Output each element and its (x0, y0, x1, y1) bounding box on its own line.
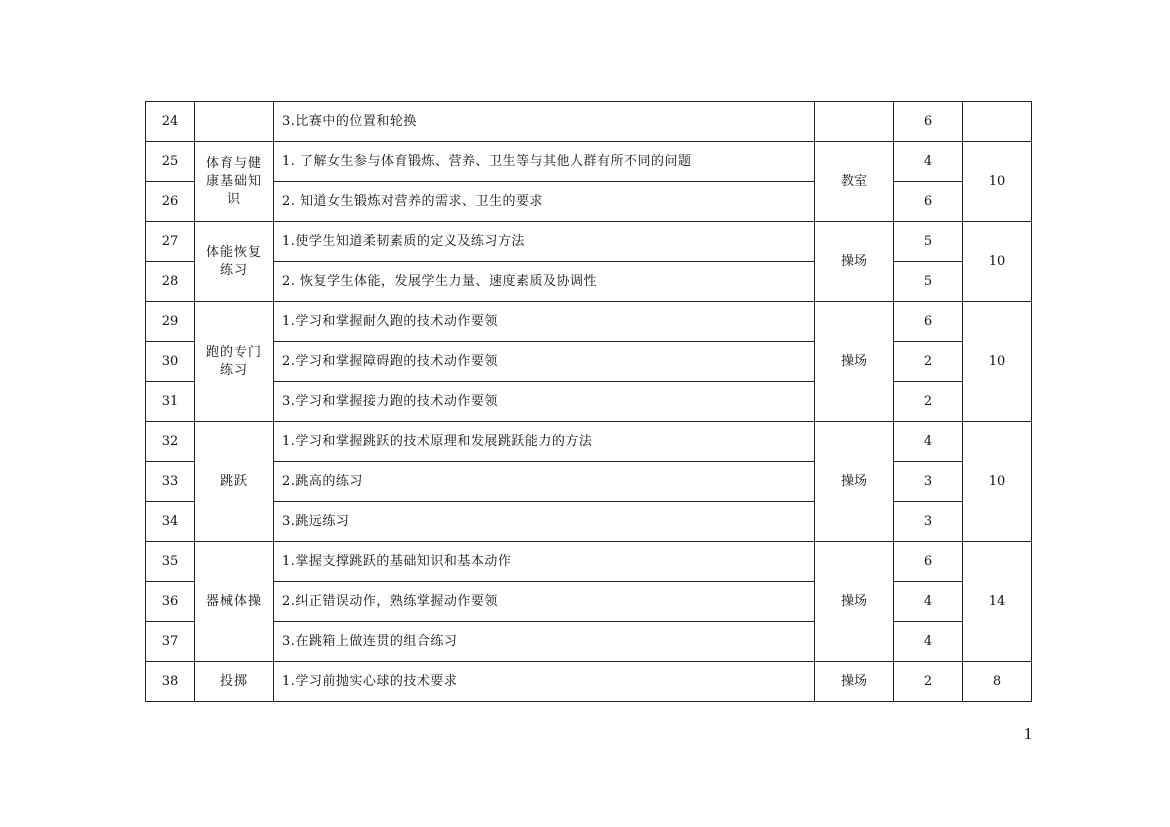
lesson-hours: 6 (894, 302, 963, 342)
lesson-hours: 4 (894, 142, 963, 182)
lesson-hours: 2 (894, 662, 963, 702)
unit-total-hours (963, 102, 1032, 142)
lesson-place: 教室 (815, 142, 894, 222)
table-row (146, 142, 1032, 182)
lesson-content: 3.比赛中的位置和轮换 (274, 102, 815, 142)
lesson-hours: 5 (894, 262, 963, 302)
lesson-place: 操场 (815, 542, 894, 662)
lesson-hours: 6 (894, 182, 963, 222)
lesson-place: 操场 (815, 302, 894, 422)
lesson-place: 操场 (815, 222, 894, 302)
lesson-content: 1.学习和掌握跳跃的技术原理和发展跳跃能力的方法 (274, 422, 815, 462)
unit-name: 器械体操 (195, 542, 274, 662)
lesson-number: 28 (146, 262, 195, 302)
lesson-content: 3.在跳箱上做连贯的组合练习 (274, 622, 815, 662)
unit-name: 投掷 (195, 662, 274, 702)
unit-name: 体育与健康基础知识 (195, 142, 274, 222)
lesson-place: 操场 (815, 662, 894, 702)
lesson-number: 30 (146, 342, 195, 382)
lesson-place (815, 102, 894, 142)
course-schedule-table (145, 101, 1032, 702)
lesson-content: 1.掌握支撑跳跃的基础知识和基本动作 (274, 542, 815, 582)
lesson-number: 25 (146, 142, 195, 182)
unit-total-hours: 14 (963, 542, 1032, 662)
lesson-number: 26 (146, 182, 195, 222)
unit-total-hours: 10 (963, 142, 1032, 222)
lesson-number: 35 (146, 542, 195, 582)
lesson-number: 36 (146, 582, 195, 622)
lesson-content: 1.学习前抛实心球的技术要求 (274, 662, 815, 702)
lesson-content: 2. 恢复学生体能，发展学生力量、速度素质及协调性 (274, 262, 815, 302)
lesson-number: 27 (146, 222, 195, 262)
lesson-number: 37 (146, 622, 195, 662)
lesson-content: 2. 知道女生锻炼对营养的需求、卫生的要求 (274, 182, 815, 222)
lesson-number: 31 (146, 382, 195, 422)
lesson-number: 32 (146, 422, 195, 462)
unit-name: 跑的专门练习 (195, 302, 274, 422)
lesson-content: 1. 了解女生参与体育锻炼、营养、卫生等与其他人群有所不同的问题 (274, 142, 815, 182)
lesson-content: 2.纠正错误动作，熟练掌握动作要领 (274, 582, 815, 622)
table-row (146, 582, 1032, 622)
lesson-number: 33 (146, 462, 195, 502)
lesson-hours: 2 (894, 382, 963, 422)
unit-total-hours: 10 (963, 222, 1032, 302)
lesson-hours: 4 (894, 422, 963, 462)
unit-total-hours: 8 (963, 662, 1032, 702)
lesson-hours: 4 (894, 582, 963, 622)
lesson-number: 34 (146, 502, 195, 542)
lesson-content: 1.使学生知道柔韧素质的定义及练习方法 (274, 222, 815, 262)
table-row (146, 662, 1032, 702)
lesson-content: 3.学习和掌握接力跑的技术动作要领 (274, 382, 815, 422)
lesson-number: 24 (146, 102, 195, 142)
lesson-hours: 3 (894, 502, 963, 542)
table-row (146, 182, 1032, 222)
table-row (146, 422, 1032, 462)
lesson-hours: 6 (894, 102, 963, 142)
table-row (146, 302, 1032, 342)
unit-total-hours: 10 (963, 302, 1032, 422)
lesson-hours: 6 (894, 542, 963, 582)
lesson-content: 3.跳远练习 (274, 502, 815, 542)
lesson-hours: 2 (894, 342, 963, 382)
page-number: 1 (1023, 724, 1033, 743)
lesson-number: 29 (146, 302, 195, 342)
table-row (146, 342, 1032, 382)
unit-name: 体能恢复练习 (195, 222, 274, 302)
table-row (146, 462, 1032, 502)
unit-total-hours: 10 (963, 422, 1032, 542)
lesson-number: 38 (146, 662, 195, 702)
lesson-content: 2.学习和掌握障碍跑的技术动作要领 (274, 342, 815, 382)
lesson-content: 1.学习和掌握耐久跑的技术动作要领 (274, 302, 815, 342)
lesson-hours: 3 (894, 462, 963, 502)
table-row (146, 542, 1032, 582)
table-row (146, 102, 1032, 142)
lesson-hours: 4 (894, 622, 963, 662)
table-row (146, 502, 1032, 542)
lesson-hours: 5 (894, 222, 963, 262)
table-row (146, 262, 1032, 302)
unit-name: 跳跃 (195, 422, 274, 542)
table-row (146, 622, 1032, 662)
table-row (146, 222, 1032, 262)
lesson-place: 操场 (815, 422, 894, 542)
lesson-content: 2.跳高的练习 (274, 462, 815, 502)
table-row (146, 382, 1032, 422)
unit-name (195, 102, 274, 142)
